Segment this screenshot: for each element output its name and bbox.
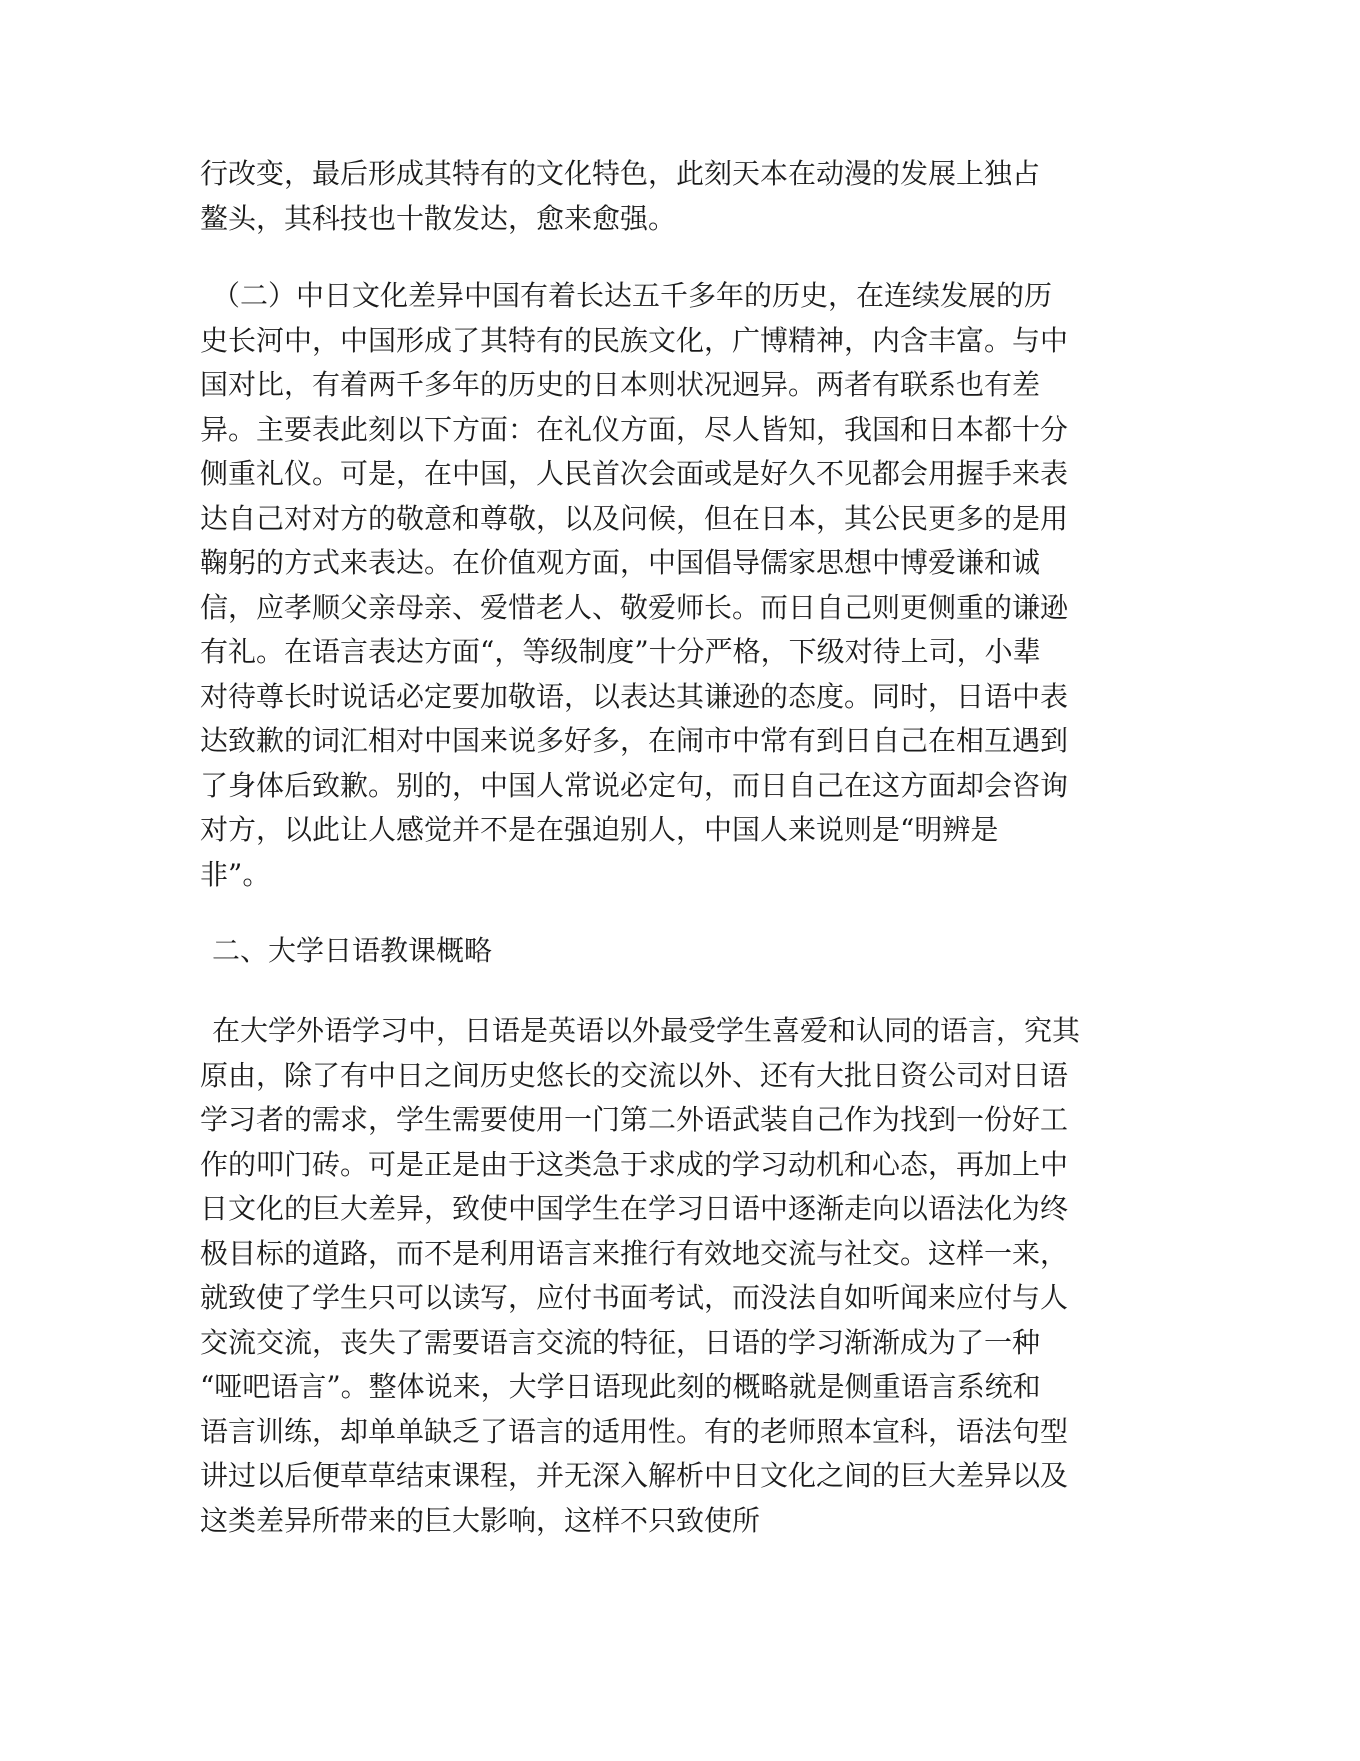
heading-text: 二、大学日语教课概略 <box>212 934 493 967</box>
text-line: 行改变，最后形成其特有的文化特色，此刻天本在动漫的发展上独占 <box>200 157 1041 190</box>
text-line: 极目标的道路，而不是利用语言来推行有效地交流与社交。这样一来， <box>200 1236 1069 1270</box>
text-line: 侧重礼仪。可是，在中国，人民首次会面或是好久不见都会用握手来表 <box>200 457 1069 490</box>
paragraph-continuation <box>200 152 1100 241</box>
text-line: 对待尊长时说话必定要加敬语，以表达其谦逊的态度。同时，日语中表 <box>200 679 1069 713</box>
text-line: 原由，除了有中日之间历史悠长的交流以外、还有大批日资公司对日语 <box>200 1058 1069 1092</box>
text-line: 语言训练，却单单缺乏了语言的适用性。有的老师照本宣科，语法句型 <box>200 1414 1069 1448</box>
text-line: 交流交流，丧失了需要语言交流的特征，日语的学习渐渐成为了一种 <box>200 1325 1041 1359</box>
text-line: 学习者的需求，学生需要使用一门第二外语武装自己作为找到一份好工 <box>200 1103 1069 1136</box>
text-line: 史长河中，中国形成了其特有的民族文化，广博精神，内含丰富。与中 <box>200 323 1069 357</box>
paragraph-cultural-differences <box>200 274 1100 897</box>
text-line: 有礼。在语言表达方面“，等级制度”十分严格，下级对待上司，小辈 <box>200 635 1041 668</box>
text-line: 在大学外语学习中，日语是英语以外最受学生喜爱和认同的语言，究其 <box>212 1014 1081 1047</box>
text-line: 鞠躬的方式来表达。在价值观方面，中国倡导儒家思想中博爱谦和诚 <box>200 546 1041 579</box>
text-line: 异。主要表此刻以下方面：在礼仪方面，尽人皆知，我国和日本都十分 <box>200 412 1069 446</box>
text-line: 了身体后致歉。别的，中国人常说必定句，而日自己在这方面却会咨询 <box>200 768 1069 802</box>
text-line: 就致使了学生只可以读写，应付书面考试，而没法自如听闻来应付与人 <box>200 1281 1069 1314</box>
text-line: 这类差异所带来的巨大影响，这样不只致使所 <box>200 1503 761 1537</box>
text-line: “哑吧语言”。整体说来，大学日语现此刻的概略就是侧重语言系统和 <box>200 1370 1041 1403</box>
text-line: 讲过以后便草草结束课程，并无深入解析中日文化之间的巨大差异以及 <box>200 1459 1069 1492</box>
text-line: 国对比，有着两千多年的历史的日本则状况迥异。两者有联系也有差 <box>200 368 1041 401</box>
text-line: 达自己对对方的敬意和尊敬，以及问候，但在日本，其公民更多的是用 <box>200 501 1069 535</box>
text-line: 信，应孝顺父亲母亲、爱惜老人、敬爱师长。而日自己则更侧重的谦逊 <box>200 590 1069 624</box>
text-line: （二）中日文化差异中国有着长达五千多年的历史，在连续发展的历 <box>212 279 1053 312</box>
text-line: 非”。 <box>200 857 271 891</box>
text-line: 日文化的巨大差异，致使中国学生在学习日语中逐渐走向以语法化为终 <box>200 1192 1069 1225</box>
section-heading <box>200 929 1100 974</box>
text-line: 鳌头，其科技也十散发达，愈来愈强。 <box>200 201 677 235</box>
text-line: 达致歉的词汇相对中国来说多好多，在闹市中常有到日自己在相互遇到 <box>200 724 1069 757</box>
text-line: 对方，以此让人感觉并不是在强迫别人，中国人来说则是“明辨是 <box>200 813 999 846</box>
paragraph-japanese-teaching <box>200 1009 1100 1543</box>
text-line: 作的叩门砖。可是正是由于这类急于求成的学习动机和心态，再加上中 <box>200 1147 1069 1181</box>
